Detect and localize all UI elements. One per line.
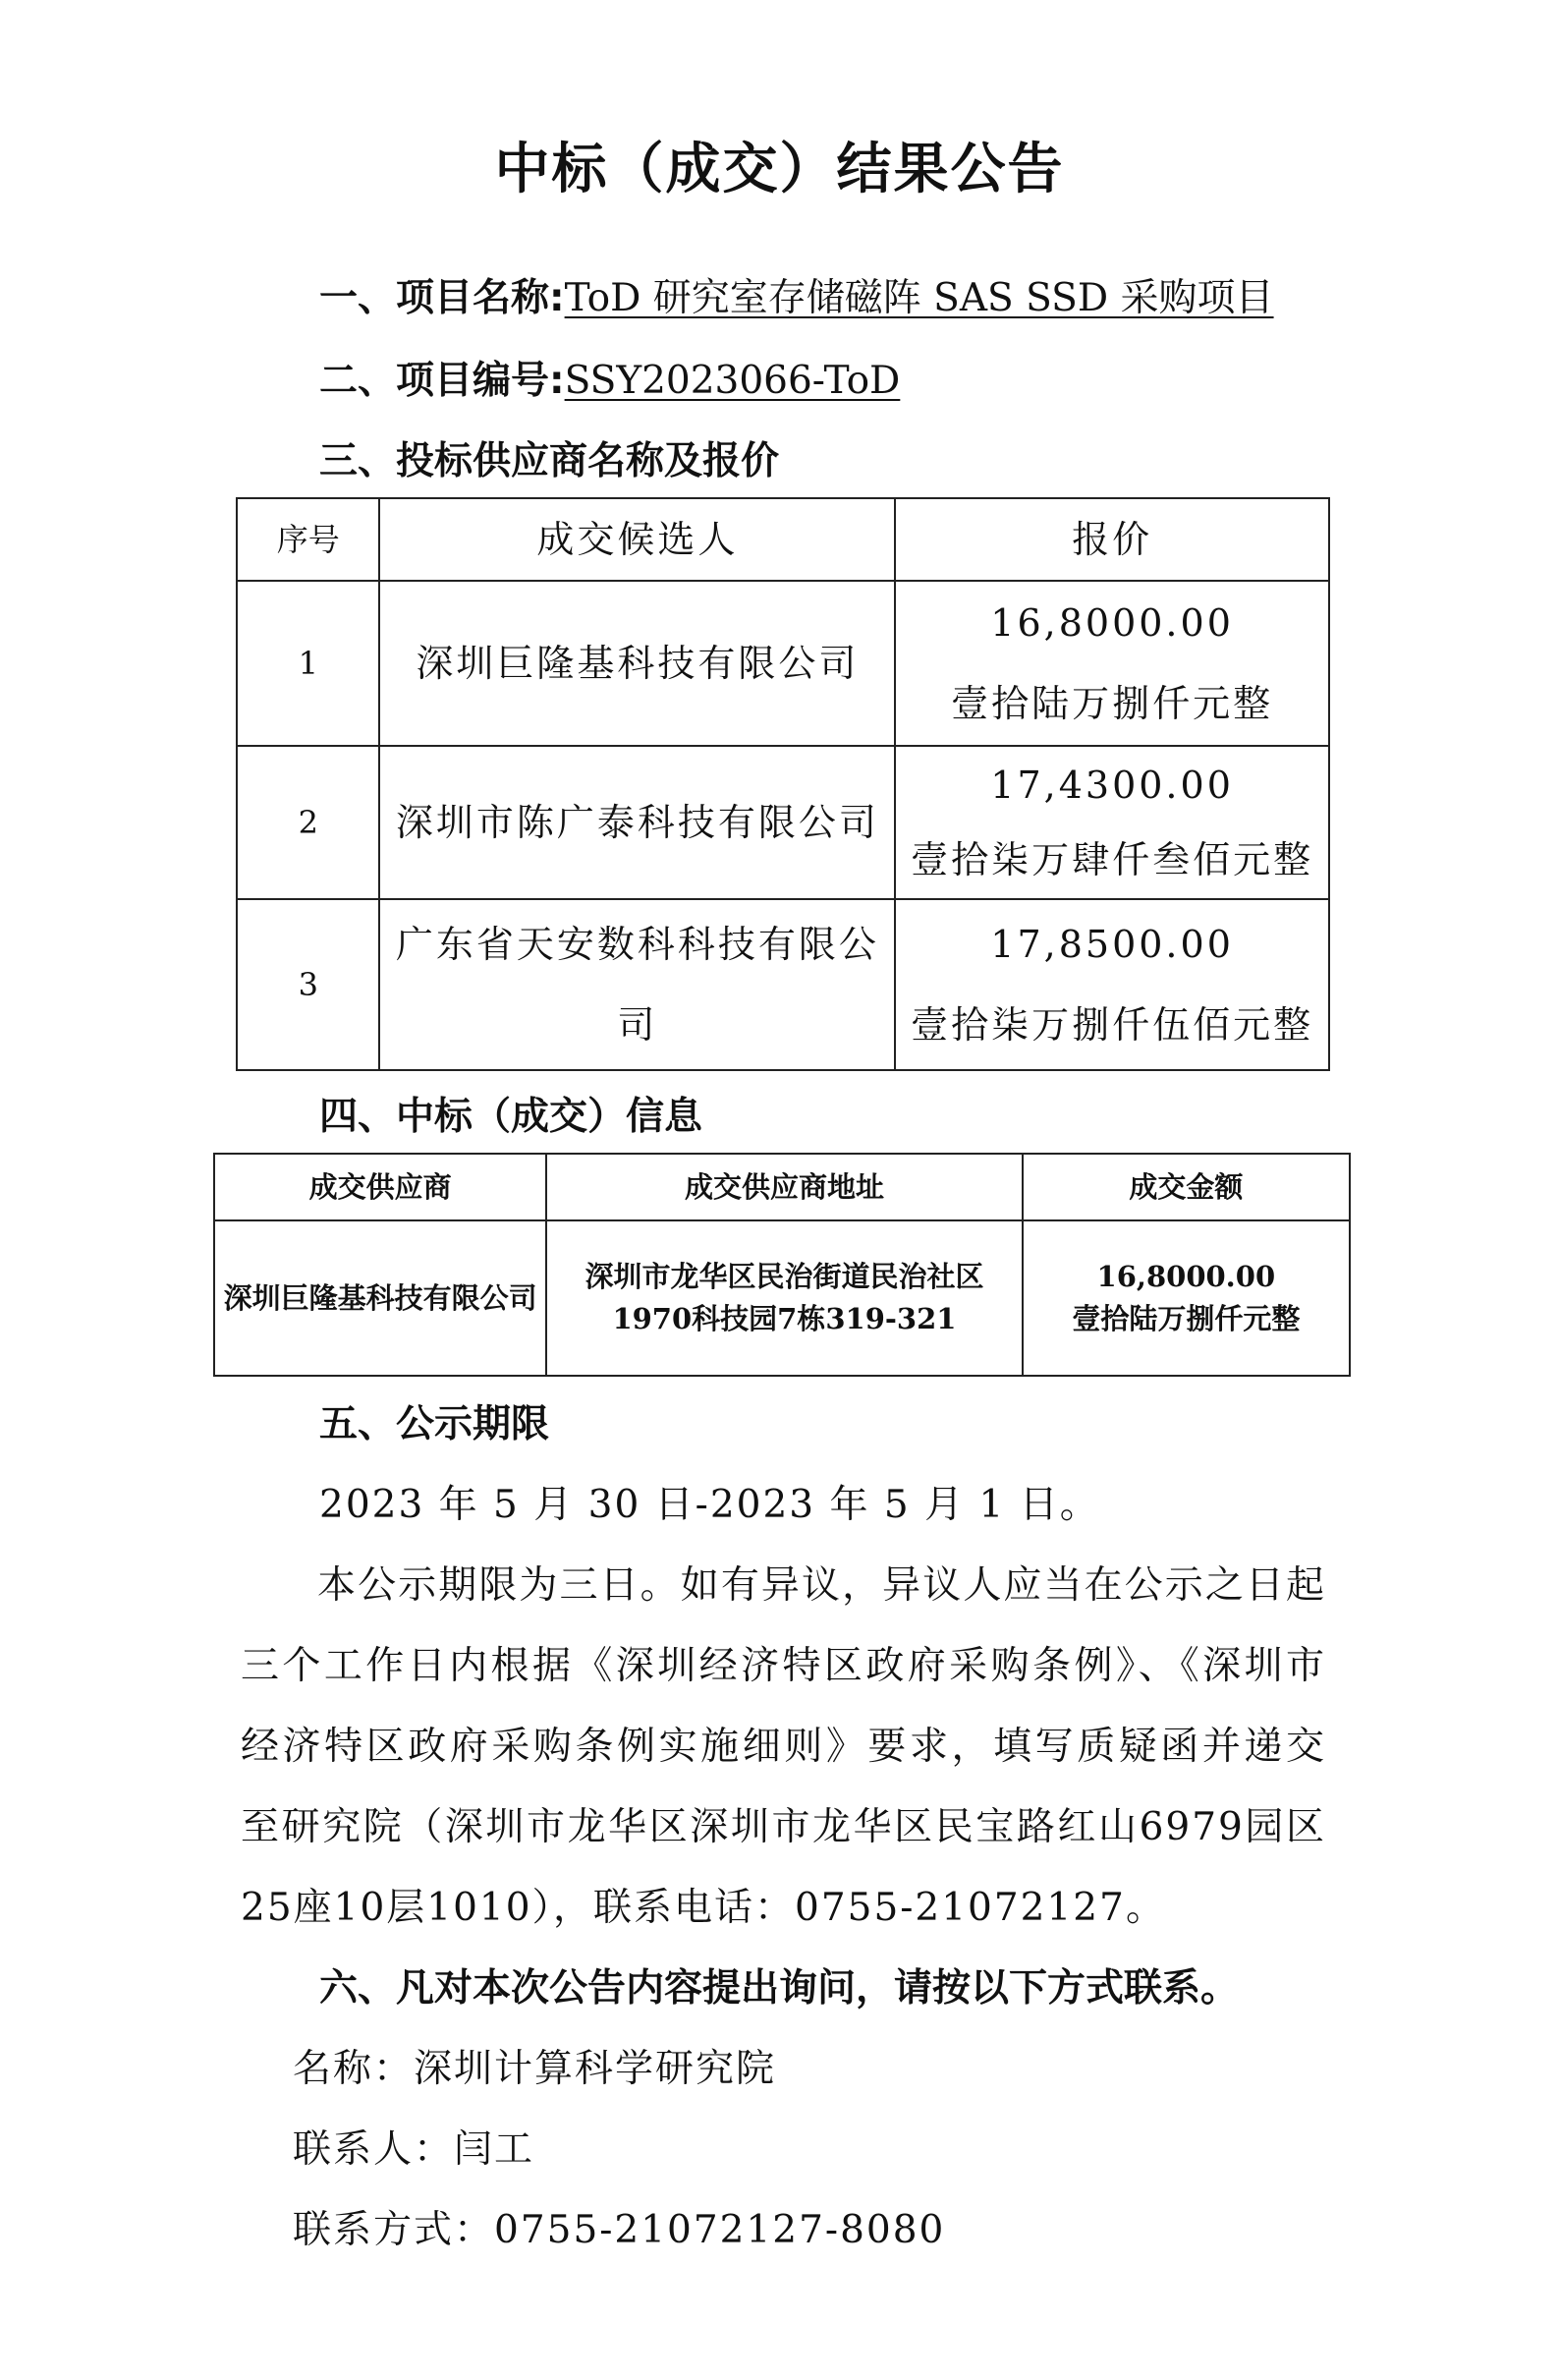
table-header-row [237,498,1329,581]
page-title: 中标（成交）结果公告 [494,138,1065,201]
row-candidate: 广东省天安数科科技有限公司 [379,899,895,1070]
row-no: 2 [237,746,379,899]
bidders-table [236,497,1330,1071]
award-table [213,1153,1351,1377]
col-header-price: 报价 [895,498,1329,581]
row-candidate: 深圳市陈广泰科技有限公司 [379,746,895,899]
project-number-value: SSY2023066-ToD [564,359,901,403]
row-price-number: 17,4300.00 [990,764,1234,807]
table-header-row [214,1154,1350,1220]
award-supplier: 深圳巨隆基科技有限公司 [214,1220,546,1376]
award-address: 深圳市龙华区民治街道民治社区1970科技园7栋319-321 [546,1220,1022,1376]
project-number-label: 二、项目编号: [319,359,565,403]
row-price [895,899,1329,1070]
row-price [895,581,1329,746]
project-name-line [319,267,1274,322]
row-no: 3 [237,899,379,1070]
project-name-label: 一、项目名称: [319,276,565,320]
period-notice: 本公示期限为三日。如有异议，异议人应当在公示之日起三个工作日内根据《深圳经济特区政府采购条例》、《深圳市经济特区政府采购条例实施细则》要求，填写质疑函并递交至研究院（深圳市龙华区深圳市龙华区民宝路红山6979园区25座10层1010），联系电话：0755-21072127。 [241,1563,1326,1930]
contact-phone: 联系方式：0755-21072127-8080 [293,2208,946,2252]
row-no: 1 [237,581,379,746]
row-price-number: 17,8500.00 [990,923,1234,966]
table-row [237,899,1329,1070]
period-dates: 2023 年 5 月 30 日-2023 年 5 月 1 日。 [319,1483,1100,1527]
award-heading: 四、中标（成交）信息 [319,1095,703,1139]
col-header-candidate: 成交候选人 [379,498,895,581]
col-header-address: 成交供应商地址 [546,1154,1022,1220]
col-header-supplier: 成交供应商 [214,1154,546,1220]
period-heading: 五、公示期限 [319,1402,550,1446]
award-amount-number: 16,8000.00 [1096,1260,1276,1293]
row-price [895,746,1329,899]
table-row [237,581,1329,746]
bidders-heading: 三、投标供应商名称及报价 [319,439,780,483]
col-header-no: 序号 [237,498,379,581]
row-price-number: 16,8000.00 [990,601,1234,645]
row-price-words: 壹拾柒万肆仟叁佰元整 [911,838,1314,881]
contact-heading: 六、凡对本次公告内容提出询问，请按以下方式联系。 [319,1966,1240,2011]
table-row [237,746,1329,899]
project-number-line [319,350,900,405]
col-header-amount: 成交金额 [1023,1154,1350,1220]
row-price-words: 壹拾陆万捌仟元整 [951,682,1274,725]
contact-person: 联系人：闫工 [293,2127,535,2172]
table-row [214,1220,1350,1376]
project-name-value: ToD 研究室存储磁阵 SAS SSD 采购项目 [564,276,1274,320]
row-candidate: 深圳巨隆基科技有限公司 [379,581,895,746]
row-price-words: 壹拾柒万捌仟伍佰元整 [911,1003,1314,1047]
award-amount [1023,1220,1350,1376]
award-amount-words: 壹拾陆万捌仟元整 [1072,1302,1301,1335]
contact-org: 名称：深圳计算科学研究院 [293,2047,777,2091]
